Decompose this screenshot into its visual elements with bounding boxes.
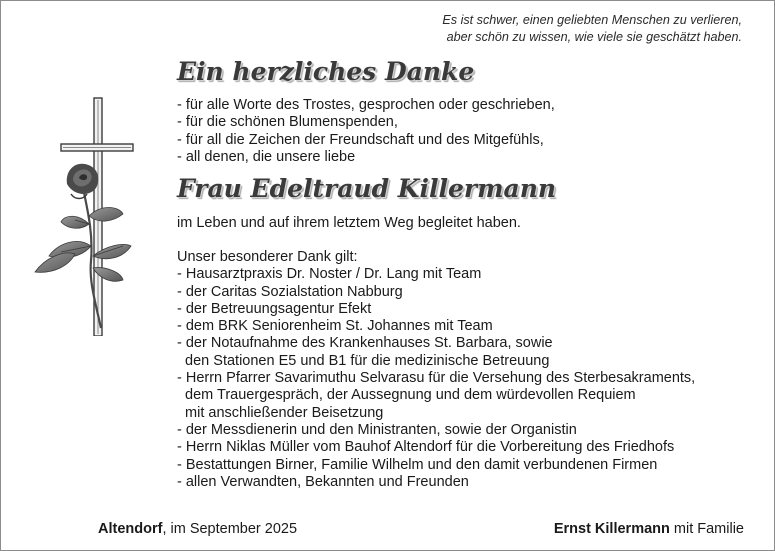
thanks-line: - der Messdienerin und den Ministranten, sowie der Organistin (177, 421, 577, 438)
intro-line: - für die schönen Blumenspenden, (177, 114, 398, 131)
footer-signature (554, 521, 744, 537)
deceased-name: Frau Edeltraud Killermann (177, 174, 557, 203)
thanks-line: - der Betreuungsagentur Efekt (177, 300, 372, 317)
thanks-line: - der Notaufnahme des Krankenhauses St. Barbara, sowie (177, 335, 553, 352)
thanks-line: den Stationen E5 und B1 für die medizinische Betreuung (177, 352, 550, 369)
motto-quote (442, 12, 742, 46)
accompanied-text: im Leben und auf ihrem letztem Weg begleitet haben. (177, 215, 521, 231)
intro-line: - all denen, die unsere liebe (177, 148, 356, 165)
thanks-line: - dem BRK Seniorenheim St. Johannes mit Team (177, 318, 493, 335)
special-thanks-list (177, 249, 695, 491)
thanks-line: - Herrn Niklas Müller vom Bauhof Altendorf für die Vorbereitung des Friedhofs (177, 439, 675, 456)
heading-thanks: Ein herzliches Danke (177, 57, 475, 86)
special-thanks-title: Unser besonderer Dank gilt: (177, 249, 358, 265)
thanks-line: - Herrn Pfarrer Savarimuthu Selvarasu für die Versehung des Sterbesakraments, (177, 370, 696, 387)
footer-signer: Ernst Killermann (553, 521, 670, 537)
motto-line-2: aber schön zu wissen, wie viele sie geschätzt haben. (446, 30, 742, 44)
cross-with-rose-icon (31, 96, 141, 336)
intro-list (177, 97, 555, 166)
motto-line-1: Es ist schwer, einen geliebten Menschen zu verlieren, (442, 13, 742, 27)
thanks-line: mit anschließender Beisetzung (177, 404, 384, 421)
thanks-line: - der Caritas Sozialstation Nabburg (177, 283, 403, 300)
intro-line: - für all die Zeichen der Freundschaft und des Mitgefühls, (177, 131, 544, 148)
intro-line: - für alle Worte des Trostes, gesprochen oder geschrieben, (177, 97, 555, 113)
thanks-line: - Bestattungen Birner, Familie Wilhelm und den damit verbundenen Firmen (177, 456, 658, 473)
footer-date: , im September 2025 (162, 521, 298, 537)
footer-signer-suffix: mit Familie (669, 521, 744, 537)
footer-place-date (98, 521, 297, 537)
thanks-line: - Hausarztpraxis Dr. Noster / Dr. Lang mit Team (177, 266, 482, 283)
thanks-line: - allen Verwandten, Bekannten und Freunden (177, 473, 469, 490)
thanks-line: dem Trauergespräch, der Aussegnung und dem würdevollen Requiem (177, 387, 636, 404)
footer-place: Altendorf (98, 521, 163, 537)
